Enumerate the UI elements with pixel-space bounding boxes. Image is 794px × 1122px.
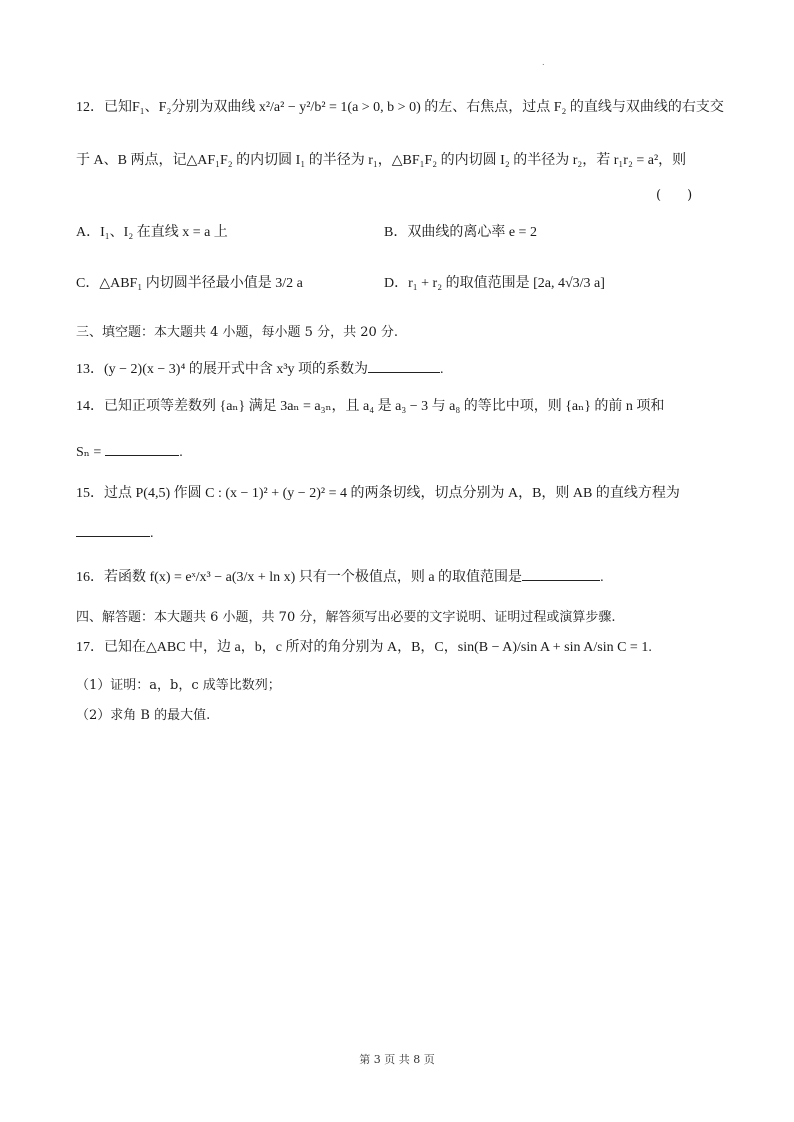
- q12-line1: 12．已知F₁、F₂分别为双曲线 x²/a² − y²/b² = 1(a > 0, b > 0) 的左、右焦点，过点 F₂ 的直线与双曲线的右支交: [76, 100, 724, 115]
- q12-answer-paren: ( ): [656, 188, 693, 203]
- q13-end: .: [440, 362, 444, 377]
- q13-line: [76, 358, 444, 380]
- q15-line1: 15．过点 P(4,5) 作圆 C : (x − 1)² + (y − 2)² = 4 的两条切线，切点分别为 A，B，则 AB 的直线方程为: [76, 486, 680, 501]
- q17-part1: （1）证明：a，b，c 成等比数列；: [76, 678, 281, 693]
- q13-answer-blank: [368, 358, 440, 373]
- q17-line1: 17．已知在△ABC 中，边 a，b，c 所对的角分别为 A，B，C，sin(B − A)/sin A + sin A/sin C = 1.: [76, 640, 652, 655]
- q13-text: 13．(y − 2)(x − 3)⁴ 的展开式中含 x³y 项的系数为: [76, 362, 369, 377]
- section-3-heading: 三、填空题：本大题共 4 小题，每小题 5 分，共 20 分.: [76, 325, 399, 340]
- q12-option-d: D．r₁ + r₂ 的取值范围是 [2a, 4√3/3 a]: [384, 276, 605, 291]
- q14-answer-blank: [105, 441, 179, 456]
- q14-end: .: [179, 445, 183, 460]
- q16-text: 16．若函数 f(x) = eˣ/x³ − a(3/x + ln x) 只有一个极值点，则 a 的取值范围是: [76, 570, 523, 585]
- q12-option-c: C．△ABF₁ 内切圆半径最小值是 3/2 a: [76, 276, 303, 291]
- q15-line2: [76, 522, 154, 544]
- header-dot: .: [542, 58, 545, 67]
- q16-end: .: [600, 570, 604, 585]
- section-4-heading: 四、解答题：本大题共 6 小题，共 70 分，解答须写出必要的文字说明、证明过程或演算步骤.: [76, 610, 616, 625]
- q16-line: [76, 566, 604, 588]
- q16-answer-blank: [522, 566, 600, 581]
- q14-sn-label: Sₙ =: [76, 445, 102, 460]
- q14-line1: 14．已知正项等差数列 {aₙ} 满足 3aₙ = a₃ₙ，且 a₄ 是 a₃ − 3 与 a₈ 的等比中项，则 {aₙ} 的前 n 项和: [76, 399, 665, 414]
- q12-option-a: A．I₁、I₂ 在直线 x = a 上: [76, 225, 228, 240]
- q15-end: .: [150, 526, 154, 541]
- page-footer: 第 3 页 共 8 页: [359, 1053, 435, 1066]
- q12-line2: 于 A、B 两点，记△AF₁F₂ 的内切圆 I₁ 的半径为 r₁，△BF₁F₂ 的内切圆 I₂ 的半径为 r₂，若 r₁r₂ = a²，则: [76, 153, 687, 168]
- q14-line2: [76, 441, 183, 463]
- q12-option-b: B．双曲线的离心率 e = 2: [384, 225, 537, 240]
- q17-part2: （2）求角 B 的最大值.: [76, 708, 211, 723]
- q15-answer-blank: [76, 522, 150, 537]
